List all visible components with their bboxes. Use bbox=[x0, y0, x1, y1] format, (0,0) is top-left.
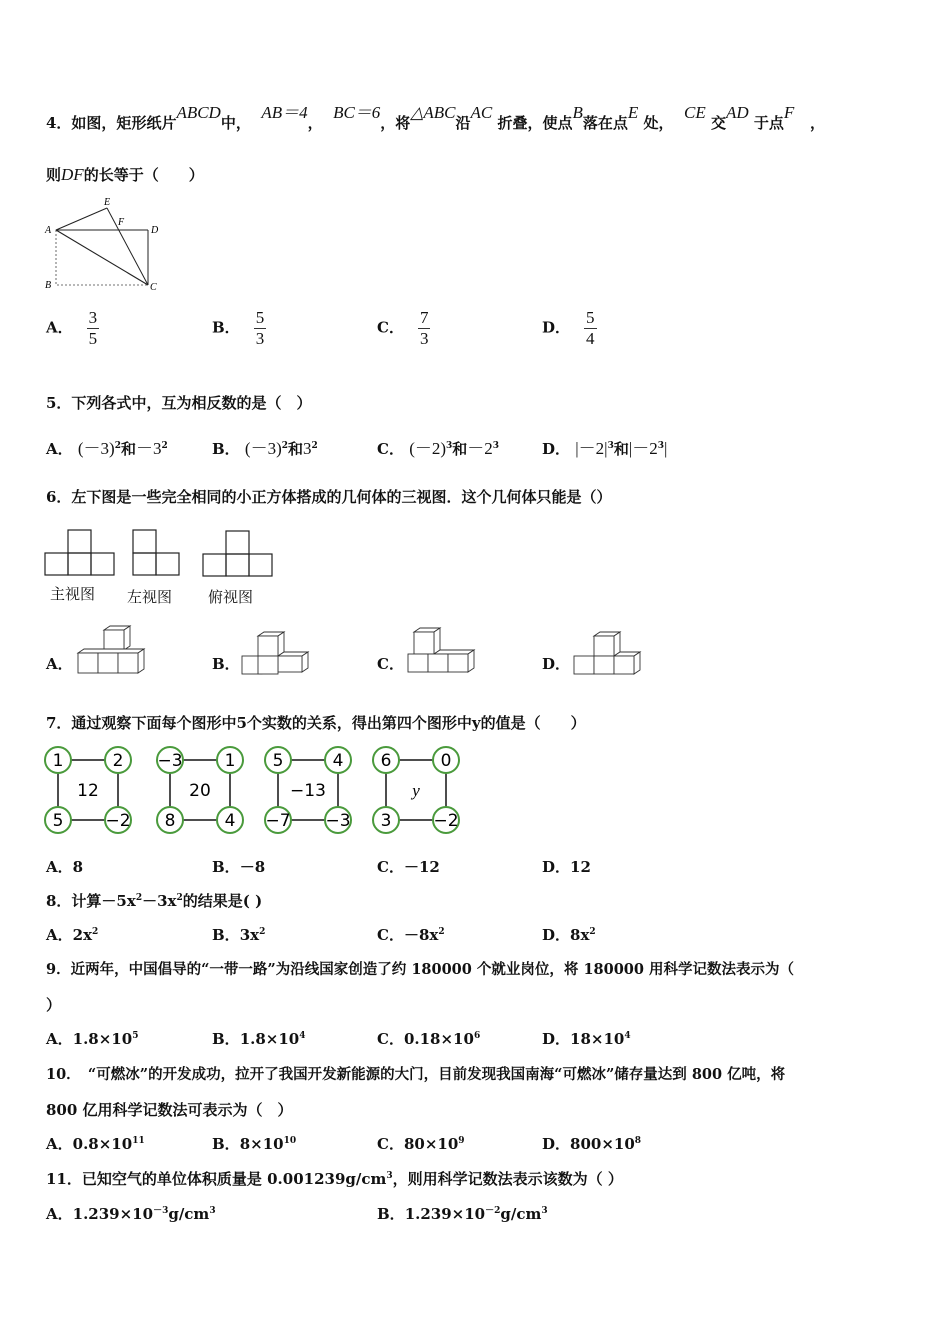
q6-option-c-label[interactable]: C． bbox=[377, 655, 404, 673]
exponent: 3 bbox=[386, 1171, 393, 1181]
expr: (－3) bbox=[244, 439, 282, 458]
fraction bbox=[254, 308, 267, 349]
exponent: 3 bbox=[607, 441, 614, 451]
option-letter: D． bbox=[542, 318, 571, 337]
option-value: 8 bbox=[72, 858, 84, 876]
option-letter: A． bbox=[46, 926, 73, 944]
q4-stem-line1 bbox=[46, 103, 825, 133]
expr: |－2 bbox=[628, 439, 658, 458]
expr: |－2| bbox=[575, 439, 608, 458]
q4-math-df: DF bbox=[61, 165, 84, 184]
q4-math-triangle: △ABC bbox=[410, 103, 456, 122]
q8-stem bbox=[46, 890, 262, 911]
numerator: 5 bbox=[255, 308, 265, 327]
numerator: 3 bbox=[88, 308, 98, 327]
q4-text: 中， bbox=[220, 114, 251, 132]
exponent: 4 bbox=[299, 1031, 306, 1041]
exponent: －2 bbox=[485, 1206, 501, 1216]
q7-corner-value: 1 bbox=[224, 751, 236, 771]
q7-corner-value: −7 bbox=[265, 811, 291, 831]
q9-option-b[interactable] bbox=[212, 1028, 306, 1049]
q7-figure bbox=[373, 747, 459, 833]
q4-option-d[interactable] bbox=[542, 308, 597, 349]
option-base: 1.8×10 bbox=[239, 1030, 300, 1048]
exponent: －3 bbox=[153, 1206, 169, 1216]
exponent: 2 bbox=[114, 441, 121, 451]
q4-fig-label-f: F bbox=[118, 217, 125, 228]
option-letter: B． bbox=[212, 318, 240, 337]
q5-option-b[interactable] bbox=[212, 434, 318, 459]
q6-left-view bbox=[133, 528, 183, 578]
q7-option-b[interactable] bbox=[212, 856, 265, 877]
option-letter: B． bbox=[212, 926, 240, 944]
option-base: 3x bbox=[239, 926, 260, 944]
q7-corner-value: 0 bbox=[440, 751, 452, 771]
expr: (－3) bbox=[77, 439, 115, 458]
option-letter: D． bbox=[542, 858, 571, 876]
exponent: 5 bbox=[132, 1031, 139, 1041]
q7-figure bbox=[265, 747, 351, 833]
exponent: 11 bbox=[132, 1136, 145, 1146]
q4-text: ， bbox=[809, 114, 825, 132]
q9-option-d[interactable] bbox=[542, 1028, 631, 1049]
q4-text: ，将 bbox=[380, 114, 411, 132]
expr: | bbox=[664, 439, 668, 458]
expr: －2 bbox=[467, 439, 493, 458]
q7-center-value: −13 bbox=[290, 781, 326, 801]
q4-text: 交 bbox=[710, 114, 726, 132]
q7-corner-value: 4 bbox=[224, 811, 236, 831]
option-letter: A． bbox=[46, 1205, 73, 1223]
fraction bbox=[418, 308, 431, 349]
option-letter: D． bbox=[542, 1135, 571, 1153]
connector: 和 bbox=[288, 440, 304, 458]
q4-option-b[interactable] bbox=[212, 308, 266, 349]
option-letter: C． bbox=[377, 1030, 404, 1048]
q7-center-value: 12 bbox=[77, 781, 99, 801]
q4-fig-label-d: D bbox=[151, 225, 159, 236]
connector: 和 bbox=[613, 440, 629, 458]
q6-stem: 6．左下图是一些完全相同的小正方体搭成的几何体的三视图．这个几何体只能是（） bbox=[46, 488, 612, 506]
q8-option-c[interactable] bbox=[377, 924, 445, 945]
q9-option-a[interactable] bbox=[46, 1028, 138, 1049]
q7-option-a[interactable] bbox=[46, 856, 83, 877]
exponent: 2 bbox=[281, 441, 289, 451]
exponent: 8 bbox=[634, 1136, 642, 1146]
exponent: 9 bbox=[458, 1136, 465, 1146]
q4-math-ad: AD bbox=[725, 103, 749, 122]
exponent: 2 bbox=[438, 927, 445, 937]
option-letter: A． bbox=[46, 318, 73, 337]
q6-view-label-left: 左视图 bbox=[127, 588, 173, 606]
exponent: 6 bbox=[473, 1031, 481, 1041]
exponent: 2 bbox=[176, 893, 183, 903]
q10-option-c[interactable] bbox=[377, 1133, 465, 1154]
q4-math-e: E bbox=[627, 103, 639, 122]
q4-text: ， bbox=[307, 114, 323, 132]
q4-text: 折叠，使点 bbox=[497, 114, 573, 132]
denominator: 3 bbox=[419, 329, 429, 348]
option-letter: A． bbox=[46, 440, 73, 458]
expr: (－2) bbox=[409, 439, 447, 458]
q7-corner-value: −2 bbox=[433, 811, 459, 831]
stem-text: －3x bbox=[142, 892, 177, 910]
q7-figure bbox=[157, 747, 243, 833]
q10-option-b[interactable] bbox=[212, 1133, 296, 1154]
option-base: 18×10 bbox=[570, 1030, 625, 1048]
stem-text: ，则用科学记数法表示该数为（ ） bbox=[392, 1170, 623, 1188]
q6-option-d-label[interactable]: D． bbox=[542, 655, 571, 673]
q6-option-b-label[interactable]: B． bbox=[212, 655, 240, 673]
exponent: 3 bbox=[209, 1206, 216, 1216]
q10-stem-line2: 800 亿用科学记数法可表示为（ ） bbox=[46, 1101, 293, 1119]
q7-corner-value: 4 bbox=[332, 751, 344, 771]
connector: 和 bbox=[120, 440, 136, 458]
q7-center-value: 20 bbox=[189, 781, 211, 801]
option-letter: D． bbox=[542, 440, 571, 458]
q4-option-c[interactable] bbox=[377, 308, 430, 349]
q5-stem: 5．下列各式中，互为相反数的是（ ） bbox=[46, 394, 312, 412]
option-base: 1.239×10 bbox=[404, 1205, 486, 1223]
option-letter: A． bbox=[46, 858, 73, 876]
exponent: 2 bbox=[589, 927, 596, 937]
option-letter: B． bbox=[377, 1205, 405, 1223]
option-letter: D． bbox=[542, 926, 571, 944]
option-base: －8x bbox=[403, 926, 439, 944]
option-letter: B． bbox=[212, 858, 240, 876]
q4-fig-label-c: C bbox=[150, 282, 157, 293]
q4-text: 落在点 bbox=[582, 114, 628, 132]
q7-corner-value: −3 bbox=[157, 751, 183, 771]
q6-view-label-top: 俯视图 bbox=[208, 588, 254, 606]
option-letter: C． bbox=[377, 858, 404, 876]
option-unit: g/cm bbox=[500, 1205, 542, 1223]
q4-math-bc: BC＝6 bbox=[333, 103, 381, 122]
q6-front-view bbox=[45, 528, 117, 578]
denominator: 4 bbox=[586, 329, 595, 348]
exponent: 2 bbox=[92, 927, 99, 937]
connector: 和 bbox=[452, 440, 468, 458]
q7-corner-value: 1 bbox=[52, 751, 64, 771]
q7-corner-value: 8 bbox=[164, 811, 176, 831]
q7-stem: 7．通过观察下面每个图形中5个实数的关系，得出第四个图形中y的值是（ ） bbox=[46, 714, 586, 732]
option-value: －8 bbox=[239, 858, 266, 876]
q4-text: 处， bbox=[643, 114, 674, 132]
q7-option-c[interactable] bbox=[377, 856, 440, 877]
q7-corner-value: 2 bbox=[112, 751, 124, 771]
option-letter: B． bbox=[212, 1135, 240, 1153]
numerator: 7 bbox=[419, 308, 429, 327]
q4-stem-line2 bbox=[46, 164, 204, 185]
q5-option-a[interactable] bbox=[46, 434, 168, 459]
option-letter: C． bbox=[377, 926, 404, 944]
q11-option-b[interactable] bbox=[377, 1203, 548, 1224]
exponent: 2 bbox=[161, 441, 168, 451]
option-base: 800×10 bbox=[570, 1135, 635, 1153]
option-letter: B． bbox=[212, 1030, 240, 1048]
option-value: －12 bbox=[403, 858, 440, 876]
option-base: 8×10 bbox=[239, 1135, 284, 1153]
expr: －3 bbox=[135, 439, 162, 458]
stem-text: 的结果是( ) bbox=[182, 892, 263, 910]
numerator: 5 bbox=[586, 308, 595, 327]
q6-option-b-figure[interactable] bbox=[238, 630, 313, 682]
q4-text: 沿 bbox=[455, 114, 471, 132]
q7-corner-value: −2 bbox=[105, 811, 131, 831]
q4-math-ab: AB＝4 bbox=[261, 103, 308, 122]
q6-option-c-figure[interactable] bbox=[406, 626, 481, 678]
option-base: 1.239×10 bbox=[72, 1205, 154, 1223]
expr: 3 bbox=[303, 439, 312, 458]
option-base: 2x bbox=[72, 926, 93, 944]
q6-top-view bbox=[203, 531, 275, 581]
exponent: 2 bbox=[259, 927, 266, 937]
option-base: 1.8×10 bbox=[72, 1030, 133, 1048]
q4-fig-label-a: A bbox=[45, 225, 52, 236]
exponent: 4 bbox=[624, 1031, 631, 1041]
q11-stem bbox=[46, 1168, 623, 1189]
q11-option-a[interactable] bbox=[46, 1203, 216, 1224]
q6-option-d-figure[interactable] bbox=[572, 630, 647, 682]
q9-stem-line2: ） bbox=[46, 996, 62, 1014]
option-letter: B． bbox=[212, 440, 240, 458]
q10-stem-line1: 10． “可燃冰”的开发成功，拉开了我国开发新能源的大门，目前发现我国南海“可燃冰”储存量达到 800 亿吨，将 bbox=[46, 1066, 786, 1083]
q8-option-b[interactable] bbox=[212, 924, 265, 945]
option-base: 0.8×10 bbox=[72, 1135, 133, 1153]
option-letter: C． bbox=[377, 318, 404, 337]
q4-math-f: F bbox=[783, 103, 795, 122]
option-base: 8x bbox=[570, 926, 590, 944]
q4-rectangle-fold-figure bbox=[40, 195, 170, 295]
option-unit: g/cm bbox=[168, 1205, 210, 1223]
exponent: 2 bbox=[135, 893, 143, 903]
stem-text: 8．计算－5x bbox=[46, 892, 136, 910]
option-letter: C． bbox=[377, 440, 404, 458]
q7-corner-value: 5 bbox=[272, 751, 284, 771]
option-letter: C． bbox=[377, 1135, 404, 1153]
fraction bbox=[87, 308, 100, 349]
q7-corner-value: 3 bbox=[380, 811, 392, 831]
q4-math-b: B bbox=[572, 103, 583, 122]
q7-corner-value: 6 bbox=[380, 751, 392, 771]
option-letter: A． bbox=[46, 1030, 73, 1048]
q6-option-a-figure[interactable] bbox=[76, 626, 151, 678]
q4-math-ac: AC bbox=[470, 103, 493, 122]
q4-math-ce: CE bbox=[684, 103, 706, 122]
q7-center-value: y bbox=[412, 781, 420, 800]
q9-option-c[interactable] bbox=[377, 1028, 480, 1049]
q7-corner-value: −3 bbox=[325, 811, 351, 831]
q7-figure bbox=[45, 747, 131, 833]
exponent: 3 bbox=[657, 441, 665, 451]
exponent: 2 bbox=[311, 441, 318, 451]
q7-option-d[interactable] bbox=[542, 856, 591, 877]
q7-corner-value: 5 bbox=[52, 811, 64, 831]
option-letter: A． bbox=[46, 1135, 73, 1153]
option-value: 12 bbox=[570, 858, 591, 876]
q4-math-abcd: ABCD bbox=[176, 103, 221, 122]
exponent: 10 bbox=[283, 1136, 297, 1146]
q7-figures bbox=[42, 744, 482, 838]
q4-text: 4．如图，矩形纸片 bbox=[46, 114, 177, 132]
q6-view-label-front: 主视图 bbox=[50, 585, 96, 603]
q10-option-a[interactable] bbox=[46, 1133, 145, 1154]
q6-option-a-label[interactable]: A． bbox=[46, 655, 73, 673]
q5-option-c[interactable] bbox=[377, 434, 499, 459]
q4-fig-label-b: B bbox=[45, 280, 52, 291]
denominator: 3 bbox=[255, 329, 265, 348]
exponent: 3 bbox=[541, 1206, 548, 1216]
q4-text: 则 bbox=[46, 166, 62, 184]
q8-option-a[interactable] bbox=[46, 924, 98, 945]
fraction bbox=[584, 308, 597, 349]
q9-stem-line1: 9．近两年，中国倡导的“一带一路”为沿线国家创造了约 180000 个就业岗位，将 180000 用科学记数法表示为（ bbox=[46, 961, 795, 978]
option-base: 0.18×10 bbox=[403, 1030, 474, 1048]
q4-text: 于点 bbox=[753, 114, 784, 132]
stem-text: 11．已知空气的单位体积质量是 0.001239g/cm bbox=[46, 1170, 387, 1188]
option-letter: D． bbox=[542, 1030, 571, 1048]
option-base: 80×10 bbox=[403, 1135, 459, 1153]
q5-option-d[interactable] bbox=[542, 434, 667, 459]
exponent: 3 bbox=[492, 441, 500, 451]
exponent: 3 bbox=[446, 441, 453, 451]
q4-option-a[interactable] bbox=[46, 308, 99, 349]
denominator: 5 bbox=[88, 329, 98, 348]
q4-text: 的长等于（ ） bbox=[83, 166, 204, 184]
q4-fig-label-e: E bbox=[104, 197, 111, 208]
q8-option-d[interactable] bbox=[542, 924, 596, 945]
q10-option-d[interactable] bbox=[542, 1133, 641, 1154]
